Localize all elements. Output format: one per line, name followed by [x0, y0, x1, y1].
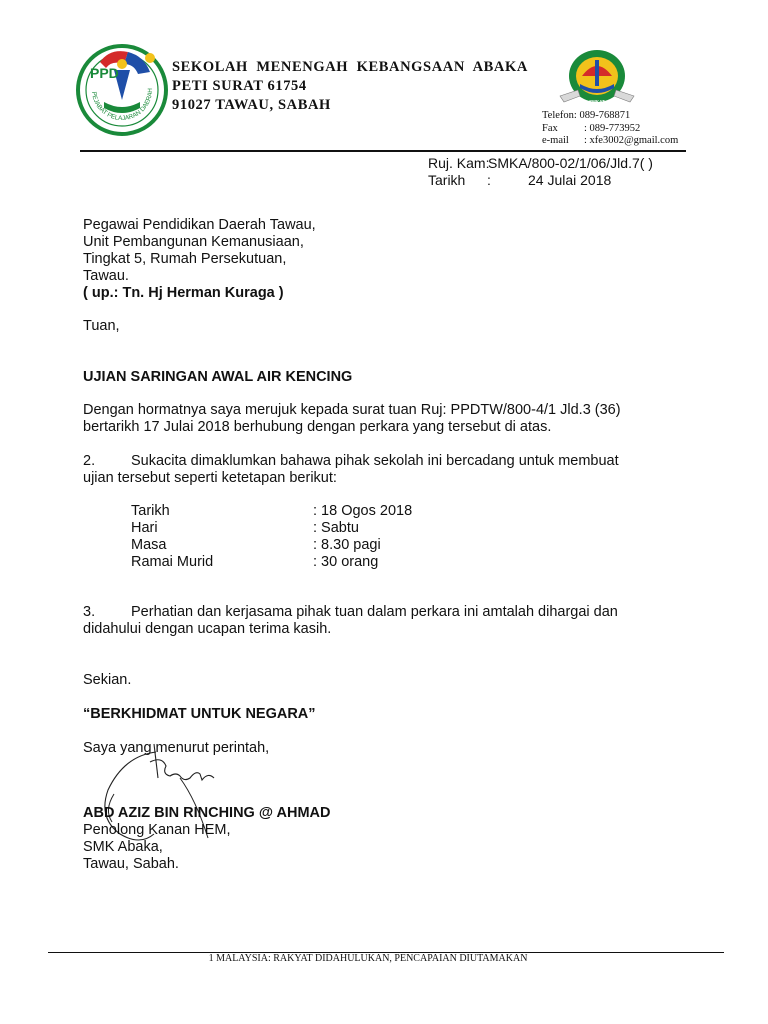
schedule-value: : 8.30 pagi [313, 537, 381, 553]
crest-text: SMKAT [589, 99, 605, 104]
date-line [428, 172, 612, 188]
motto: “BERKHIDMAT UNTUK NEGARA” [83, 706, 316, 722]
school-address-line2: 91027 TAWAU, SABAH [172, 97, 331, 113]
schedule-value: : Sabtu [313, 520, 359, 536]
email-label: e-mail [542, 135, 569, 146]
contact-block [542, 110, 678, 148]
tarikh-label: Tarikh [428, 172, 466, 188]
paragraph-1-line1: Dengan hormatnya saya merujuk kepada surat tuan Ruj: PPDTW/800-4/1 Jld.3 (36) [83, 402, 621, 418]
schedule-value: : 18 Ogos 2018 [313, 503, 413, 519]
ruj-value: SMKA/800-02/1/06/Jld.7( ) [488, 155, 653, 171]
paragraph-2-line1: Sukacita dimaklumkan bahawa pihak sekolah ini bercadang untuk membuat [131, 453, 619, 469]
recipient-address [83, 217, 316, 302]
ppd-logo-mark: PPD [90, 65, 119, 81]
paragraph-1 [83, 402, 621, 436]
signatory-place: Tawau, Sabah. [83, 856, 179, 872]
ruj-label: Ruj. Kam: [428, 155, 490, 171]
footer-motto-container [0, 953, 768, 964]
school-name: SEKOLAH MENENGAH KEBANGSAAN ABAKA [172, 59, 528, 75]
signatory-org: SMK Abaka, [83, 839, 163, 855]
ppd-logo [70, 40, 174, 144]
schedule-label: Masa [131, 537, 167, 553]
recipient-line2: Unit Pembangunan Kemanusiaan, [83, 234, 304, 250]
signatory-block [83, 805, 330, 873]
paragraph-1-line2: bertarikh 17 Julai 2018 berhubung dengan perkara yang tersebut di atas. [83, 419, 552, 435]
schedule-label: Tarikh [131, 503, 170, 519]
fax-label: Fax [542, 122, 558, 134]
paragraph-3-line2: didahului dengan ucapan terima kasih. [83, 621, 332, 637]
subject-heading: UJIAN SARINGAN AWAL AIR KENCING [83, 369, 353, 385]
signatory-name: ABD AZIZ BIN RINCHING @ AHMAD [83, 805, 331, 821]
paragraph-2-line2: ujian tersebut seperti ketetapan berikut: [83, 470, 337, 486]
recipient-line4: Tawau. [83, 268, 129, 284]
schedule-label: Ramai Murid [131, 554, 214, 570]
school-header [172, 58, 528, 115]
telefon-label: Telefon: [542, 110, 577, 121]
telefon-value: 089-768871 [579, 110, 631, 121]
closing: Sekian. [83, 672, 132, 688]
recipient-line1: Pegawai Pendidikan Daerah Tawau, [83, 217, 316, 233]
paragraph-2-number: 2. [83, 453, 96, 469]
recipient-attention: ( up.: Tn. Hj Herman Kuraga ) [83, 285, 284, 301]
school-address-line1: PETI SURAT 61754 [172, 78, 307, 94]
schedule-label: Hari [131, 520, 158, 536]
school-crest-logo [556, 46, 638, 110]
paragraph-3-number: 3. [83, 604, 96, 620]
ppd-logo-ring-text: PEJABAT PELAJARAN DAERAH [90, 88, 155, 123]
footer-motto: 1 MALAYSIA: RAKYAT DIDAHULUKAN, PENCAPAIAN DIUTAMAKAN [208, 953, 528, 964]
schedule-value: : 30 orang [313, 554, 379, 570]
tarikh-value: 24 Julai 2018 [528, 172, 612, 188]
fax-value: : 089-773952 [584, 122, 641, 134]
recipient-line3: Tingkat 5, Rumah Persekutuan, [83, 251, 287, 267]
salutation: Tuan, [83, 318, 120, 334]
paragraph-3 [83, 604, 618, 638]
reference-line [428, 155, 653, 171]
paragraph-3-line1: Perhatian dan kerjasama pihak tuan dalam perkara ini amtalah dihargai dan [131, 604, 618, 620]
email-value: : xfe3002@gmail.com [584, 135, 679, 146]
tarikh-colon: : [487, 172, 491, 188]
sign-off: Saya yang menurut perintah, [83, 740, 270, 756]
signatory-title: Penolong Kanan HEM, [83, 822, 231, 838]
paragraph-2 [83, 453, 619, 487]
header-divider [80, 150, 686, 152]
